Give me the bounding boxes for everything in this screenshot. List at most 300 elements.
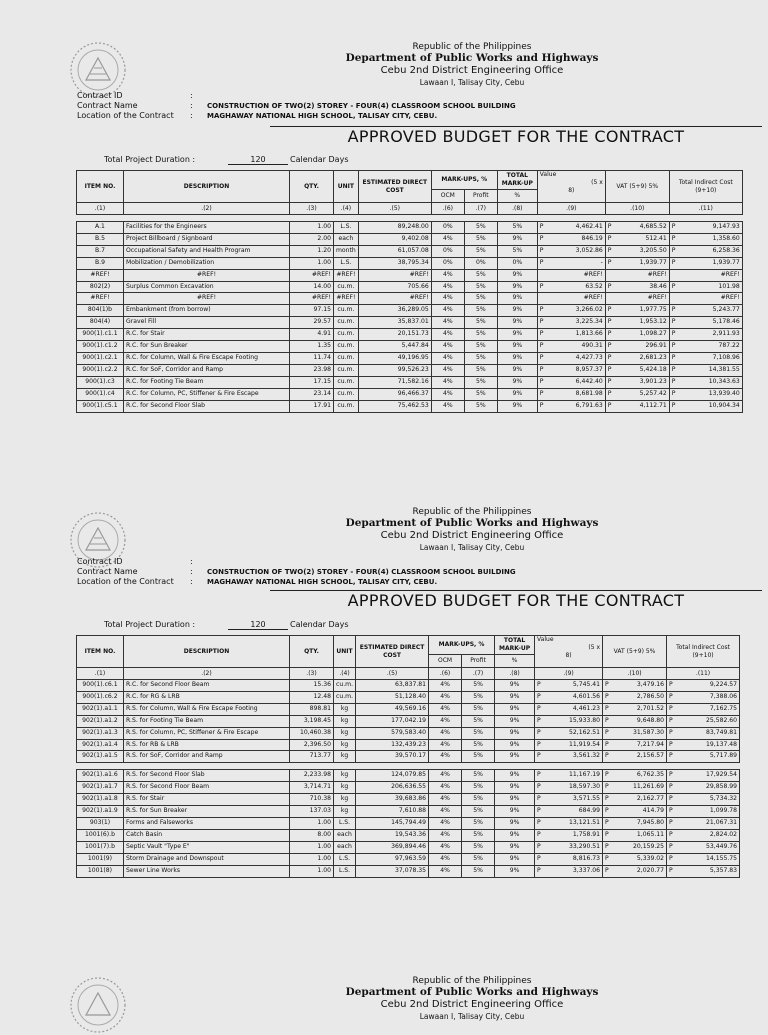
value-cell: 18,597.30	[543, 782, 603, 794]
ocm-cell: 4%	[429, 794, 462, 806]
item-no-cell: 802(2)	[77, 281, 124, 293]
direct-cost-cell: 124,079.85	[356, 770, 429, 782]
value-cell: 13,121.51	[543, 817, 603, 829]
peso-sign: P	[535, 739, 543, 751]
col-unit: UNIT	[334, 171, 359, 203]
ocm-cell: 4%	[429, 680, 462, 692]
contract-name-label: Contract Name	[77, 101, 138, 110]
unit-cell: kg	[334, 794, 356, 806]
col-description: DESCRIPTION	[124, 171, 290, 203]
peso-sign: P	[667, 770, 675, 782]
col-item-no: ITEM NO.	[77, 636, 124, 668]
dpwh-seal-icon	[68, 975, 128, 1035]
total-markup-cell: 9%	[497, 388, 537, 400]
value-cell: 4,461.23	[543, 703, 603, 715]
vat-cell: 414.79	[611, 806, 667, 818]
table-row	[77, 376, 743, 388]
description-cell: R.C. for SoF, Corridor and Ramp	[124, 364, 290, 376]
col-num: .(9)	[537, 203, 605, 215]
item-no-cell: 900(1).c2.2	[77, 364, 124, 376]
unit-cell: cu.m.	[334, 329, 359, 341]
total-indirect-cell: 17,929.54	[675, 770, 740, 782]
item-no-cell: 900(1).c6.1	[77, 680, 124, 692]
ocm-cell: 4%	[429, 703, 462, 715]
unit-cell: cu.m.	[334, 691, 356, 703]
peso-sign: P	[669, 305, 677, 317]
table-row	[77, 352, 743, 364]
peso-sign: P	[603, 739, 611, 751]
item-no-cell: B.5	[77, 233, 124, 245]
profit-cell: 5%	[464, 222, 497, 234]
description-cell: #REF!	[124, 269, 290, 281]
total-indirect-cell: 1,099.78	[675, 806, 740, 818]
peso-sign: P	[667, 782, 675, 794]
peso-sign: P	[605, 400, 613, 412]
table-row	[77, 739, 740, 751]
qty-cell: 4.91	[290, 329, 334, 341]
address-text: Lawaan I, Talisay City, Cebu	[419, 78, 525, 87]
peso-sign: P	[537, 305, 545, 317]
total-markup-cell: 9%	[495, 841, 535, 853]
table-row	[77, 245, 743, 257]
peso-sign: P	[537, 376, 545, 388]
profit-cell: 5%	[462, 865, 495, 877]
qty-cell: 1.00	[290, 222, 334, 234]
peso-sign: P	[535, 841, 543, 853]
ocm-cell: 4%	[429, 806, 462, 818]
peso-sign: P	[667, 829, 675, 841]
budget-table	[76, 635, 740, 878]
direct-cost-cell: 49,569.16	[356, 703, 429, 715]
direct-cost-cell: 39,683.86	[356, 794, 429, 806]
total-indirect-cell: #REF!	[677, 293, 742, 305]
vat-cell: 2,701.52	[611, 703, 667, 715]
description-cell: R.C. for Second Floor Slab	[124, 400, 290, 412]
unit-cell: cu.m.	[334, 388, 359, 400]
col-pct: %	[495, 655, 535, 668]
col-vat: VAT (5+9) 5%	[605, 171, 669, 203]
table-row	[77, 691, 740, 703]
total-markup-cell: 9%	[495, 715, 535, 727]
department-text: Department of Public Works and Highways	[345, 517, 599, 529]
peso-sign: P	[669, 364, 677, 376]
total-indirect-cell: #REF!	[677, 269, 742, 281]
table-row	[77, 317, 743, 329]
item-no-cell: 902(1).a1.8	[77, 794, 124, 806]
item-no-cell: 902(1).a1.4	[77, 739, 124, 751]
peso-sign: P	[603, 865, 611, 877]
direct-cost-cell: #REF!	[358, 293, 431, 305]
qty-cell: 8.00	[290, 829, 334, 841]
table-row	[77, 817, 740, 829]
total-indirect-cell: 6,258.36	[677, 245, 742, 257]
peso-sign: P	[667, 680, 675, 692]
unit-cell: #REF!	[334, 269, 359, 281]
duration-unit: Calendar Days	[290, 620, 349, 629]
col-num: .(10)	[605, 203, 669, 215]
total-indirect-cell: 5,357.83	[675, 865, 740, 877]
peso-sign: P	[669, 341, 677, 353]
peso-sign	[605, 269, 613, 281]
direct-cost-cell: 96,466.37	[358, 388, 431, 400]
peso-sign: P	[667, 794, 675, 806]
total-indirect-cell: 10,904.34	[677, 400, 742, 412]
col-description: DESCRIPTION	[124, 636, 290, 668]
table-row	[77, 806, 740, 818]
item-no-cell: #REF!	[77, 293, 124, 305]
profit-cell: 0%	[464, 257, 497, 269]
total-markup-cell: 9%	[495, 680, 535, 692]
unit-cell: #REF!	[334, 293, 359, 305]
total-markup-cell: 9%	[495, 853, 535, 865]
total-indirect-cell: 5,717.89	[675, 751, 740, 763]
col-value-formula-a: (5 x	[588, 644, 601, 651]
peso-sign: P	[667, 841, 675, 853]
duration-value: 120	[228, 620, 288, 630]
unit-cell: cu.m.	[334, 376, 359, 388]
profit-cell: 5%	[462, 770, 495, 782]
peso-sign: P	[603, 841, 611, 853]
col-pct: %	[497, 190, 537, 203]
table-row	[77, 388, 743, 400]
duration-value: 120	[228, 155, 288, 165]
direct-cost-cell: 206,636.55	[356, 782, 429, 794]
total-markup-cell: 9%	[497, 376, 537, 388]
direct-cost-cell: 132,439.23	[356, 739, 429, 751]
ocm-cell: 4%	[431, 269, 464, 281]
peso-sign: P	[603, 770, 611, 782]
item-no-cell: 1001(9)	[77, 853, 124, 865]
item-no-cell: 1001(7).b	[77, 841, 124, 853]
col-markups: MARK-UPS, %	[431, 171, 497, 190]
description-cell: #REF!	[124, 293, 290, 305]
republic-text: Republic of the Philippines	[412, 507, 532, 517]
value-cell: 11,167.19	[543, 770, 603, 782]
table-row	[77, 269, 743, 281]
description-cell: R.C. for Sun Breaker	[124, 341, 290, 353]
qty-cell: 23.98	[290, 364, 334, 376]
profit-cell: 5%	[462, 853, 495, 865]
location-label: Location of the Contract	[77, 111, 174, 120]
vat-cell: 2,786.50	[611, 691, 667, 703]
office-text: Cebu 2nd District Engineering Office	[380, 530, 564, 541]
peso-sign: P	[669, 352, 677, 364]
item-no-cell: B.9	[77, 257, 124, 269]
description-cell: Occupational Safety and Health Program	[124, 245, 290, 257]
duration-label: Total Project Duration :	[104, 155, 196, 164]
vat-cell: 9,648.80	[611, 715, 667, 727]
peso-sign: P	[535, 817, 543, 829]
item-no-cell: 902(1).a1.2	[77, 715, 124, 727]
unit-cell: kg	[334, 703, 356, 715]
peso-sign: P	[603, 794, 611, 806]
description-cell: R.C. for Column, Wall & Fire Escape Footing	[124, 352, 290, 364]
ocm-cell: 4%	[429, 691, 462, 703]
direct-cost-cell: 369,894.46	[356, 841, 429, 853]
total-markup-cell: 9%	[497, 329, 537, 341]
item-no-cell: 1001(6).b	[77, 829, 124, 841]
value-cell: 3,561.32	[543, 751, 603, 763]
peso-sign: P	[603, 727, 611, 739]
value-cell: 6,442.40	[545, 376, 605, 388]
colon: :	[190, 557, 193, 566]
col-num: .(9)	[535, 668, 603, 680]
table-row	[77, 865, 740, 877]
office-text: Cebu 2nd District Engineering Office	[380, 999, 564, 1010]
col-value	[537, 171, 605, 203]
peso-sign: P	[667, 703, 675, 715]
total-markup-cell: 9%	[497, 341, 537, 353]
ocm-cell: 4%	[431, 233, 464, 245]
peso-sign: P	[537, 281, 545, 293]
col-num: .(10)	[603, 668, 667, 680]
qty-cell: 713.77	[290, 751, 334, 763]
total-indirect-cell: 25,582.60	[675, 715, 740, 727]
ocm-cell: 4%	[431, 352, 464, 364]
total-markup-cell: 9%	[497, 281, 537, 293]
item-no-cell: 804(4)	[77, 317, 124, 329]
total-markup-cell: 0%	[497, 257, 537, 269]
profit-cell: 5%	[462, 703, 495, 715]
profit-cell: 5%	[462, 691, 495, 703]
profit-cell: 5%	[462, 782, 495, 794]
peso-sign	[537, 293, 545, 305]
item-no-cell: 902(1).a1.6	[77, 770, 124, 782]
profit-cell: 5%	[462, 794, 495, 806]
peso-sign: P	[669, 317, 677, 329]
total-indirect-cell: 5,243.77	[677, 305, 742, 317]
description-cell: Forms and Falseworks	[124, 817, 290, 829]
peso-sign: P	[605, 281, 613, 293]
col-num: .(2)	[124, 668, 290, 680]
ocm-cell: 4%	[431, 281, 464, 293]
description-cell: R.S. for Column, Wall & Fire Escape Footing	[124, 703, 290, 715]
profit-cell: 5%	[464, 245, 497, 257]
col-total-markup: TOTAL MARK-UP	[495, 636, 535, 655]
value-cell: 5,745.41	[543, 680, 603, 692]
direct-cost-cell: 51,128.40	[356, 691, 429, 703]
peso-sign: P	[537, 400, 545, 412]
peso-sign	[669, 269, 677, 281]
table-row	[77, 703, 740, 715]
profit-cell: 5%	[462, 751, 495, 763]
peso-sign: P	[537, 233, 545, 245]
vat-cell: 5,424.18	[613, 364, 669, 376]
value-cell: #REF!	[545, 269, 605, 281]
qty-cell: 14.00	[290, 281, 334, 293]
direct-cost-cell: 39,570.17	[356, 751, 429, 763]
ocm-cell: 4%	[429, 853, 462, 865]
peso-sign: P	[667, 739, 675, 751]
item-no-cell: 902(1).a1.3	[77, 727, 124, 739]
spacer-row	[77, 763, 740, 770]
profit-cell: 5%	[464, 317, 497, 329]
total-markup-cell: 9%	[495, 727, 535, 739]
vat-cell: 296.91	[613, 341, 669, 353]
peso-sign: P	[605, 364, 613, 376]
peso-sign: P	[603, 782, 611, 794]
total-markup-cell: 9%	[495, 770, 535, 782]
col-estimated-direct-cost: ESTIMATED DIRECT COST	[358, 171, 431, 203]
profit-cell: 5%	[464, 352, 497, 364]
qty-cell: 3,714.71	[290, 782, 334, 794]
profit-cell: 5%	[464, 269, 497, 281]
vat-cell: 3,901.23	[613, 376, 669, 388]
qty-cell: 12.48	[290, 691, 334, 703]
value-cell: 11,919.54	[543, 739, 603, 751]
qty-cell: 1.00	[290, 817, 334, 829]
item-no-cell: 1001(8)	[77, 865, 124, 877]
peso-sign: P	[669, 233, 677, 245]
profit-cell: 5%	[464, 329, 497, 341]
direct-cost-cell: 71,582.16	[358, 376, 431, 388]
direct-cost-cell: 61,057.08	[358, 245, 431, 257]
vat-cell: 11,261.69	[611, 782, 667, 794]
profit-cell: 5%	[464, 376, 497, 388]
value-cell: 1,813.66	[545, 329, 605, 341]
vat-cell: 6,762.35	[611, 770, 667, 782]
profit-cell: 5%	[462, 680, 495, 692]
peso-sign: P	[605, 305, 613, 317]
unit-cell: kg	[334, 770, 356, 782]
peso-sign: P	[535, 727, 543, 739]
qty-cell: 1.35	[290, 341, 334, 353]
contract-id-label: Contract ID	[77, 557, 123, 566]
description-cell: R.C. for Column, PC, Stiffener & Fire Escape	[124, 388, 290, 400]
peso-sign: P	[605, 222, 613, 234]
direct-cost-cell: 145,794.49	[356, 817, 429, 829]
total-markup-cell: 9%	[497, 352, 537, 364]
unit-cell: kg	[334, 727, 356, 739]
description-cell: R.S. for Stair	[124, 794, 290, 806]
description-cell: R.S. for SoF, Corridor and Ramp	[124, 751, 290, 763]
profit-cell: 5%	[464, 233, 497, 245]
unit-cell: cu.m.	[334, 317, 359, 329]
total-indirect-cell: 21,067.31	[675, 817, 740, 829]
item-no-cell: 903(1)	[77, 817, 124, 829]
direct-cost-cell: #REF!	[358, 269, 431, 281]
direct-cost-cell: 5,447.84	[358, 341, 431, 353]
qty-cell: 10,460.38	[290, 727, 334, 739]
total-markup-cell: 9%	[497, 233, 537, 245]
value-cell: #REF!	[545, 293, 605, 305]
qty-cell: 1.00	[290, 257, 334, 269]
table-row	[77, 305, 743, 317]
peso-sign: P	[535, 691, 543, 703]
peso-sign: P	[535, 680, 543, 692]
table-row	[77, 257, 743, 269]
profit-cell: 5%	[464, 341, 497, 353]
col-num: .(4)	[334, 668, 356, 680]
table-row	[77, 770, 740, 782]
description-cell: Catch Basin	[124, 829, 290, 841]
qty-cell: 2.00	[290, 233, 334, 245]
vat-cell: 2,162.77	[611, 794, 667, 806]
peso-sign: P	[537, 388, 545, 400]
peso-sign: P	[603, 715, 611, 727]
table-row	[77, 233, 743, 245]
vat-cell: 4,112.71	[613, 400, 669, 412]
direct-cost-cell: 579,583.40	[356, 727, 429, 739]
peso-sign: P	[667, 806, 675, 818]
vat-cell: 7,945.80	[611, 817, 667, 829]
ocm-cell: 4%	[431, 400, 464, 412]
peso-sign: P	[669, 376, 677, 388]
vat-cell: 5,339.02	[611, 853, 667, 865]
item-no-cell: 902(1).a1.1	[77, 703, 124, 715]
direct-cost-cell: 9,402.08	[358, 233, 431, 245]
unit-cell: kg	[334, 782, 356, 794]
total-markup-cell: 9%	[497, 293, 537, 305]
peso-sign: P	[667, 691, 675, 703]
direct-cost-cell: 97,963.59	[356, 853, 429, 865]
total-indirect-cell: 10,343.63	[677, 376, 742, 388]
item-no-cell: 900(1).c2.1	[77, 352, 124, 364]
description-cell: R.S. for Footing Tie Beam	[124, 715, 290, 727]
republic-text: Republic of the Philippines	[412, 42, 532, 52]
colon: :	[190, 111, 193, 120]
total-indirect-cell: 83,749.81	[675, 727, 740, 739]
peso-sign: P	[605, 257, 613, 269]
ocm-cell: 4%	[429, 782, 462, 794]
vat-cell: 7,217.94	[611, 739, 667, 751]
direct-cost-cell: 38,795.34	[358, 257, 431, 269]
unit-cell: L.S.	[334, 853, 356, 865]
ocm-cell: 4%	[429, 865, 462, 877]
vat-cell: 512.41	[613, 233, 669, 245]
colon: :	[190, 91, 193, 100]
col-ocm: OCM	[431, 190, 464, 203]
table-row	[77, 829, 740, 841]
col-markups: MARK-UPS, %	[429, 636, 495, 655]
peso-sign: P	[667, 751, 675, 763]
item-no-cell: 902(1).a1.5	[77, 751, 124, 763]
vat-cell: 20,159.25	[611, 841, 667, 853]
department-text: Department of Public Works and Highways	[345, 52, 599, 64]
total-markup-cell: 9%	[495, 865, 535, 877]
col-num: .(11)	[669, 203, 742, 215]
table-row	[77, 751, 740, 763]
table-row	[77, 841, 740, 853]
location-label: Location of the Contract	[77, 577, 174, 586]
peso-sign: P	[535, 806, 543, 818]
description-cell: R.C. for Footing Tie Beam	[124, 376, 290, 388]
unit-cell: L.S.	[334, 222, 359, 234]
total-indirect-cell: 14,381.55	[677, 364, 742, 376]
description-cell: Project Billboard / Signboard	[124, 233, 290, 245]
peso-sign: P	[605, 388, 613, 400]
ocm-cell: 4%	[431, 341, 464, 353]
peso-sign: P	[669, 400, 677, 412]
profit-cell: 5%	[462, 715, 495, 727]
col-num: .(4)	[334, 203, 359, 215]
ocm-cell: 4%	[431, 329, 464, 341]
direct-cost-cell: 7,610.88	[356, 806, 429, 818]
item-no-cell: 900(1).c4	[77, 388, 124, 400]
unit-cell: month	[334, 245, 359, 257]
unit-cell: cu.m.	[334, 305, 359, 317]
total-indirect-cell: 19,137.48	[675, 739, 740, 751]
ocm-cell: 4%	[429, 841, 462, 853]
total-markup-cell: 9%	[495, 703, 535, 715]
unit-cell: kg	[334, 751, 356, 763]
budget-table	[76, 170, 743, 413]
peso-sign: P	[535, 782, 543, 794]
value-cell: 8,957.37	[545, 364, 605, 376]
vat-cell: 4,685.52	[613, 222, 669, 234]
profit-cell: 5%	[464, 293, 497, 305]
description-cell: Facilities for the Engineers	[124, 222, 290, 234]
